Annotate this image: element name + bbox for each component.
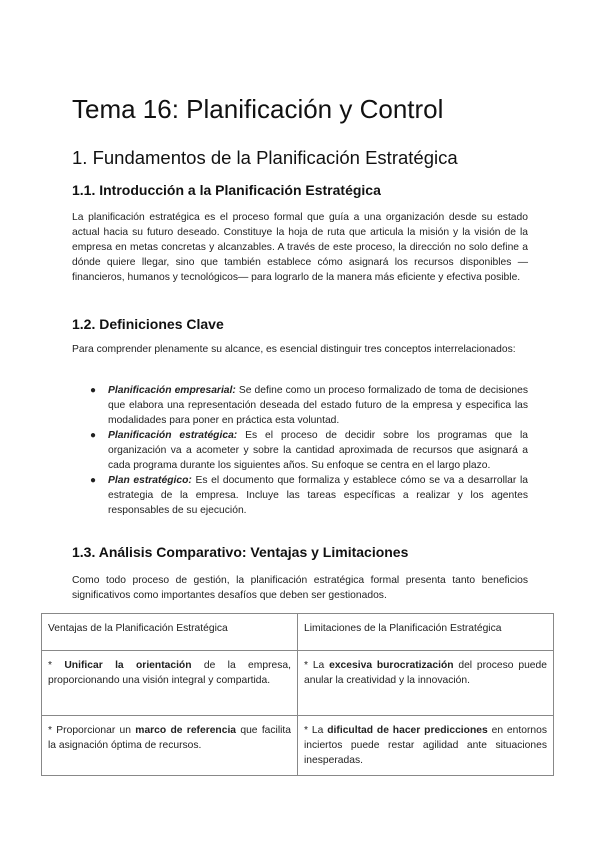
- section-heading: 1. Fundamentos de la Planificación Estratégica: [72, 147, 458, 168]
- table-cell-advantage: * Unificar la orientación de la empresa, proporcionando una visión integral y compartida.: [42, 651, 298, 716]
- definition-term: Planificación estratégica:: [108, 430, 238, 441]
- table-header-advantages: Ventajas de la Planificación Estratégica: [42, 614, 298, 651]
- table-row: [42, 716, 554, 776]
- bullet-icon: ●: [90, 385, 97, 396]
- definition-term: Plan estratégico:: [108, 475, 192, 486]
- list-item: [90, 383, 528, 428]
- comparison-intro: Como todo proceso de gestión, la planificación estratégica formal presenta tanto beneficios significativos como importantes desafíos que deben ser gestionados.: [72, 575, 528, 601]
- definition-text: Se define como un proceso formalizado de toma de decisiones que elabora una representación deseada del estado futuro de la empresa y especifica las modalidades para poner en práctica esta voluntad.: [108, 385, 529, 426]
- page-title: Tema 16: Planificación y Control: [72, 94, 444, 124]
- subsection-heading-1-3: 1.3. Análisis Comparativo: Ventajas y Limitaciones: [72, 544, 409, 560]
- list-item: [90, 473, 528, 518]
- definition-text: Es el proceso de decidir sobre los programas que la organización va a acometer y sobre la cantidad aproximada de recursos que asignará a cada programa durante los siguientes años. Su enfoque se centra en el largo plazo.: [108, 430, 529, 471]
- bullet-icon: ●: [90, 475, 97, 486]
- table-cell-limitation: * La dificultad de hacer predicciones en entornos inciertos puede restar agilidad ante situaciones inesperadas.: [298, 716, 554, 776]
- definitions-intro: Para comprender plenamente su alcance, es esencial distinguir tres conceptos interrelacionados:: [72, 344, 516, 355]
- definition-term: Planificación empresarial:: [108, 385, 236, 396]
- comparison-table: [41, 613, 554, 776]
- table-header-limitations: Limitaciones de la Planificación Estratégica: [298, 614, 554, 651]
- bullet-icon: ●: [90, 430, 97, 441]
- table-header-row: [42, 614, 554, 651]
- table-row: [42, 651, 554, 716]
- subsection-heading-1-2: 1.2. Definiciones Clave: [72, 316, 224, 332]
- intro-paragraph: La planificación estratégica es el proceso formal que guía a una organización desde su estado actual hacia su futuro deseado. Constituye la hoja de ruta que articula la misión y la visión de la empresa en metas concretas y alcanzables. A través de este proceso, la dirección no solo define a dónde quiere llegar, sino que también establece cómo asignará los recursos disponibles —financieros, humanos y tecnológicos— para lograrlo de la manera más eficiente y efectiva posible.: [72, 212, 528, 283]
- definition-text: Es el documento que formaliza y establece cómo se va a desarrollar la estrategia de la empresa. Incluye las tareas específicas a realizar y los agentes responsables de su ejecución.: [108, 475, 528, 516]
- subsection-heading-1-1: 1.1. Introducción a la Planificación Estratégica: [72, 182, 381, 198]
- table-cell-advantage: * Proporcionar un marco de referencia que facilita la asignación óptima de recursos.: [42, 716, 298, 776]
- definitions-list: [90, 383, 528, 518]
- table-cell-limitation: * La excesiva burocratización del proceso puede anular la creatividad y la innovación.: [298, 651, 554, 716]
- list-item: [90, 428, 528, 473]
